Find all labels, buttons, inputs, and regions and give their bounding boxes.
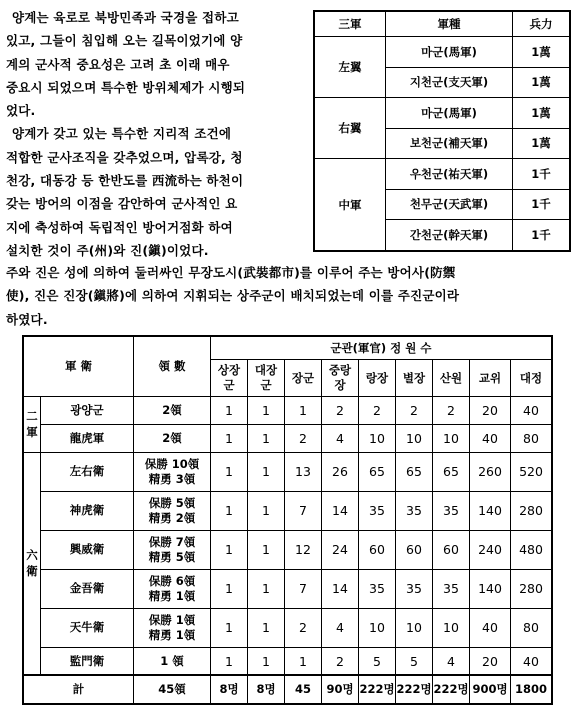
quota-cell: 40 <box>511 647 553 675</box>
paragraph-line: 계의 군사적 중요성은 고려 초 이래 매우 <box>6 56 230 72</box>
units-cell <box>134 452 211 491</box>
units-line: 保勝 7領 <box>148 534 196 549</box>
total-quota-cell: 222명 <box>433 675 470 704</box>
table-row <box>23 491 552 530</box>
quota-cell: 1 <box>248 452 285 491</box>
quota-cell: 65 <box>433 452 470 491</box>
total-quota-cell: 8명 <box>248 675 285 704</box>
army-force-cell: 1萬 <box>513 98 571 129</box>
quota-cell: 10 <box>359 608 396 647</box>
army-type-cell: 천무군(天武軍) <box>386 189 513 220</box>
quota-cell: 1 <box>285 647 322 675</box>
units-cell <box>134 491 211 530</box>
units-line: 精勇 1領 <box>148 588 196 603</box>
quota-cell: 1 <box>248 569 285 608</box>
quota-cell: 1 <box>211 530 248 569</box>
officer-quota-table <box>22 335 553 705</box>
army-type-cell: 간천군(幹天軍) <box>386 220 513 252</box>
quota-cell: 1 <box>248 530 285 569</box>
col-header-units: 領 數 <box>134 336 211 397</box>
units-line: 精勇 1領 <box>148 627 196 642</box>
quota-cell: 2 <box>396 397 433 425</box>
quota-cell: 20 <box>470 647 511 675</box>
corps-group-label <box>24 408 40 440</box>
table-row <box>314 37 570 68</box>
units-cell <box>134 647 211 675</box>
total-quota-cell: 8명 <box>211 675 248 704</box>
quota-cell: 4 <box>322 608 359 647</box>
army-force-cell: 1萬 <box>513 37 571 68</box>
continued-paragraph <box>6 261 574 331</box>
paragraph-line: 지에 축성하여 독립적인 방어거점화 하여 <box>6 219 233 235</box>
quota-cell: 35 <box>359 491 396 530</box>
quota-cell: 13 <box>285 452 322 491</box>
rank-header-part: 장군 <box>291 370 315 385</box>
army-force-cell: 1萬 <box>513 67 571 98</box>
quota-cell: 80 <box>511 424 553 452</box>
army-type-cell: 우천군(祐天軍) <box>386 159 513 190</box>
quota-cell: 35 <box>433 569 470 608</box>
quota-cell: 10 <box>396 608 433 647</box>
paragraph-line: 하였다. <box>6 311 48 327</box>
quota-cell: 280 <box>511 569 553 608</box>
corps-name-cell: 神虎衛 <box>41 491 134 530</box>
units-line: 精勇 2領 <box>148 510 196 525</box>
quota-cell: 24 <box>322 530 359 569</box>
col-header-officers: 군관(軍官) 정 원 수 <box>211 336 553 360</box>
corps-name-cell: 監門衛 <box>41 647 134 675</box>
paragraph-line: 었다. <box>6 103 36 119</box>
quota-cell: 240 <box>470 530 511 569</box>
quota-cell: 35 <box>359 569 396 608</box>
table-row <box>23 424 552 452</box>
paragraph-line: 적합한 군사조직을 갖추었으며, 압록강, 청 <box>6 149 243 165</box>
quota-cell: 10 <box>359 424 396 452</box>
rank-header-part: 군 <box>260 378 272 392</box>
quota-cell: 2 <box>285 424 322 452</box>
corps-name-cell: 左右衛 <box>41 452 134 491</box>
corps-name-cell: 興威衛 <box>41 530 134 569</box>
quota-cell: 2 <box>285 608 322 647</box>
quota-cell: 40 <box>470 424 511 452</box>
corps-group-label <box>24 547 40 579</box>
rank-header <box>359 360 396 397</box>
quota-cell: 140 <box>470 569 511 608</box>
corps-name-cell: 天牛衛 <box>41 608 134 647</box>
rank-header <box>248 360 285 397</box>
quota-cell: 35 <box>396 491 433 530</box>
total-row <box>23 675 552 704</box>
quota-cell: 5 <box>359 647 396 675</box>
quota-cell: 4 <box>433 647 470 675</box>
units-cell <box>134 569 211 608</box>
corps-group-char: 六 <box>26 548 38 563</box>
rank-header <box>322 360 359 397</box>
corps-group-char: 衛 <box>26 564 38 579</box>
quota-cell: 1 <box>248 647 285 675</box>
quota-cell: 10 <box>396 424 433 452</box>
total-quota-cell: 222명 <box>359 675 396 704</box>
army-group-cell: 中軍 <box>314 159 386 252</box>
quota-cell: 1 <box>248 491 285 530</box>
units-line: 精勇 5領 <box>148 549 196 564</box>
army-group-cell: 右翼 <box>314 98 386 159</box>
quota-cell: 4 <box>322 424 359 452</box>
quota-cell: 1 <box>248 608 285 647</box>
army-type-cell: 지천군(支天軍) <box>386 67 513 98</box>
army-group-cell: 左翼 <box>314 37 386 98</box>
quota-cell: 2 <box>322 647 359 675</box>
quota-cell: 1 <box>211 452 248 491</box>
corps-group-char: 軍 <box>26 425 38 440</box>
quota-cell: 1 <box>211 397 248 425</box>
quota-cell: 5 <box>396 647 433 675</box>
paragraph-line: 갖는 방어의 이점을 감안하여 군사적인 요 <box>6 196 238 212</box>
quota-cell: 7 <box>285 569 322 608</box>
table-row <box>23 647 552 675</box>
quota-cell: 280 <box>511 491 553 530</box>
rank-header <box>396 360 433 397</box>
total-quota-cell: 900명 <box>470 675 511 704</box>
quota-cell: 60 <box>396 530 433 569</box>
corps-group-char: 二 <box>26 409 38 424</box>
intro-paragraph <box>6 6 304 262</box>
rank-header <box>433 360 470 397</box>
corps-name-cell: 龍虎軍 <box>41 424 134 452</box>
quota-cell: 2 <box>359 397 396 425</box>
corps-group-cell <box>23 452 41 675</box>
quota-cell: 1 <box>211 569 248 608</box>
col-header-force: 兵力 <box>513 11 571 37</box>
army-force-cell: 1千 <box>513 159 571 190</box>
paragraph-line: 설치한 것이 주(州)와 진(鎭)이었다. <box>6 242 209 258</box>
rank-header <box>211 360 248 397</box>
table-row <box>23 530 552 569</box>
quota-cell: 60 <box>433 530 470 569</box>
total-quota-cell: 1800 <box>511 675 553 704</box>
rank-header-part: 중랑 <box>328 363 352 377</box>
total-quota-cell: 90명 <box>322 675 359 704</box>
rank-header-part: 랑장 <box>365 370 389 385</box>
corps-group-cell <box>23 397 41 453</box>
total-quota-cell: 45 <box>285 675 322 704</box>
quota-cell: 14 <box>322 491 359 530</box>
quota-cell: 1 <box>211 647 248 675</box>
quota-cell: 20 <box>470 397 511 425</box>
paragraph-line: 중요시 되었으며 특수한 방위체제가 시행되 <box>6 79 246 95</box>
quota-cell: 1 <box>211 424 248 452</box>
units-line: 保勝 5領 <box>148 495 196 510</box>
quota-cell: 10 <box>433 424 470 452</box>
quota-cell: 60 <box>359 530 396 569</box>
quota-cell: 26 <box>322 452 359 491</box>
units-line: 精勇 3領 <box>148 471 196 486</box>
quota-cell: 40 <box>511 397 553 425</box>
quota-cell: 1 <box>285 397 322 425</box>
quota-cell: 1 <box>248 424 285 452</box>
rank-header-part: 상장 <box>217 363 241 377</box>
units-line: 保勝 10領 <box>144 456 200 471</box>
table-row <box>314 159 570 190</box>
rank-header-part: 대정 <box>519 370 543 385</box>
quota-cell: 140 <box>470 491 511 530</box>
col-header-type: 軍種 <box>386 11 513 37</box>
quota-cell: 80 <box>511 608 553 647</box>
total-label-cell: 計 <box>23 675 134 704</box>
corps-name-cell: 金吾衛 <box>41 569 134 608</box>
paragraph-line: 천강, 대동강 등 한반도를 西流하는 하천이 <box>6 173 244 189</box>
paragraph-line: 주와 진은 성에 의하여 둘러싸인 무장도시(武裝都市)를 이루어 주는 방어사(防禦 <box>6 265 456 280</box>
army-force-cell: 1千 <box>513 189 571 220</box>
quota-cell: 12 <box>285 530 322 569</box>
rank-header <box>470 360 511 397</box>
quota-cell: 7 <box>285 491 322 530</box>
quota-cell: 40 <box>470 608 511 647</box>
rank-header-part: 교위 <box>478 370 502 385</box>
table-row <box>23 569 552 608</box>
units-cell <box>134 608 211 647</box>
corps-name-cell: 광양군 <box>41 397 134 425</box>
quota-cell: 480 <box>511 530 553 569</box>
quota-cell: 260 <box>470 452 511 491</box>
quota-cell: 1 <box>211 491 248 530</box>
paragraph-line: 있고, 그들이 침입해 오는 길목이었기에 양 <box>6 33 243 49</box>
paragraph-line: 양계가 갖고 있는 특수한 지리적 조건에 <box>12 126 232 142</box>
rank-header-part: 별장 <box>402 370 426 385</box>
units-cell <box>134 530 211 569</box>
army-force-cell: 1萬 <box>513 128 571 159</box>
total-units-cell: 45領 <box>134 675 211 704</box>
units-line: 保勝 6領 <box>148 573 196 588</box>
quota-cell: 2 <box>433 397 470 425</box>
paragraph-line: 양계는 육로로 북방민족과 국경을 접하고 <box>12 10 239 25</box>
units-line: 1 領 <box>160 653 184 668</box>
units-line: 2領 <box>162 430 182 445</box>
rank-header <box>285 360 322 397</box>
quota-cell: 2 <box>322 397 359 425</box>
army-force-cell: 1千 <box>513 220 571 252</box>
table-row <box>23 452 552 491</box>
rank-header-part: 장 <box>334 378 346 392</box>
table-row <box>23 608 552 647</box>
army-type-cell: 마군(馬軍) <box>386 37 513 68</box>
col-header-armies: 三軍 <box>314 11 386 37</box>
units-cell <box>134 397 211 425</box>
quota-cell: 65 <box>359 452 396 491</box>
units-cell <box>134 424 211 452</box>
units-line: 2領 <box>162 402 182 417</box>
rank-header-part: 대장 <box>254 363 278 377</box>
three-armies-table <box>313 10 571 252</box>
table-row <box>23 397 552 425</box>
quota-cell: 35 <box>396 569 433 608</box>
quota-cell: 14 <box>322 569 359 608</box>
paragraph-line: 使), 진은 진장(鎭將)에 의하여 지휘되는 상주군이 배치되었는데 이를 주진군이라 <box>6 288 460 304</box>
rank-header-part: 군 <box>223 378 235 392</box>
quota-cell: 1 <box>211 608 248 647</box>
army-type-cell: 마군(馬軍) <box>386 98 513 129</box>
rank-header <box>511 360 553 397</box>
army-type-cell: 보천군(補天軍) <box>386 128 513 159</box>
units-line: 保勝 1領 <box>148 612 196 627</box>
quota-cell: 65 <box>396 452 433 491</box>
table-row <box>314 98 570 129</box>
quota-cell: 1 <box>248 397 285 425</box>
quota-cell: 520 <box>511 452 553 491</box>
quota-cell: 35 <box>433 491 470 530</box>
total-quota-cell: 222명 <box>396 675 433 704</box>
col-header-corps: 軍 衛 <box>23 336 134 397</box>
rank-header-part: 산원 <box>439 370 463 385</box>
quota-cell: 10 <box>433 608 470 647</box>
